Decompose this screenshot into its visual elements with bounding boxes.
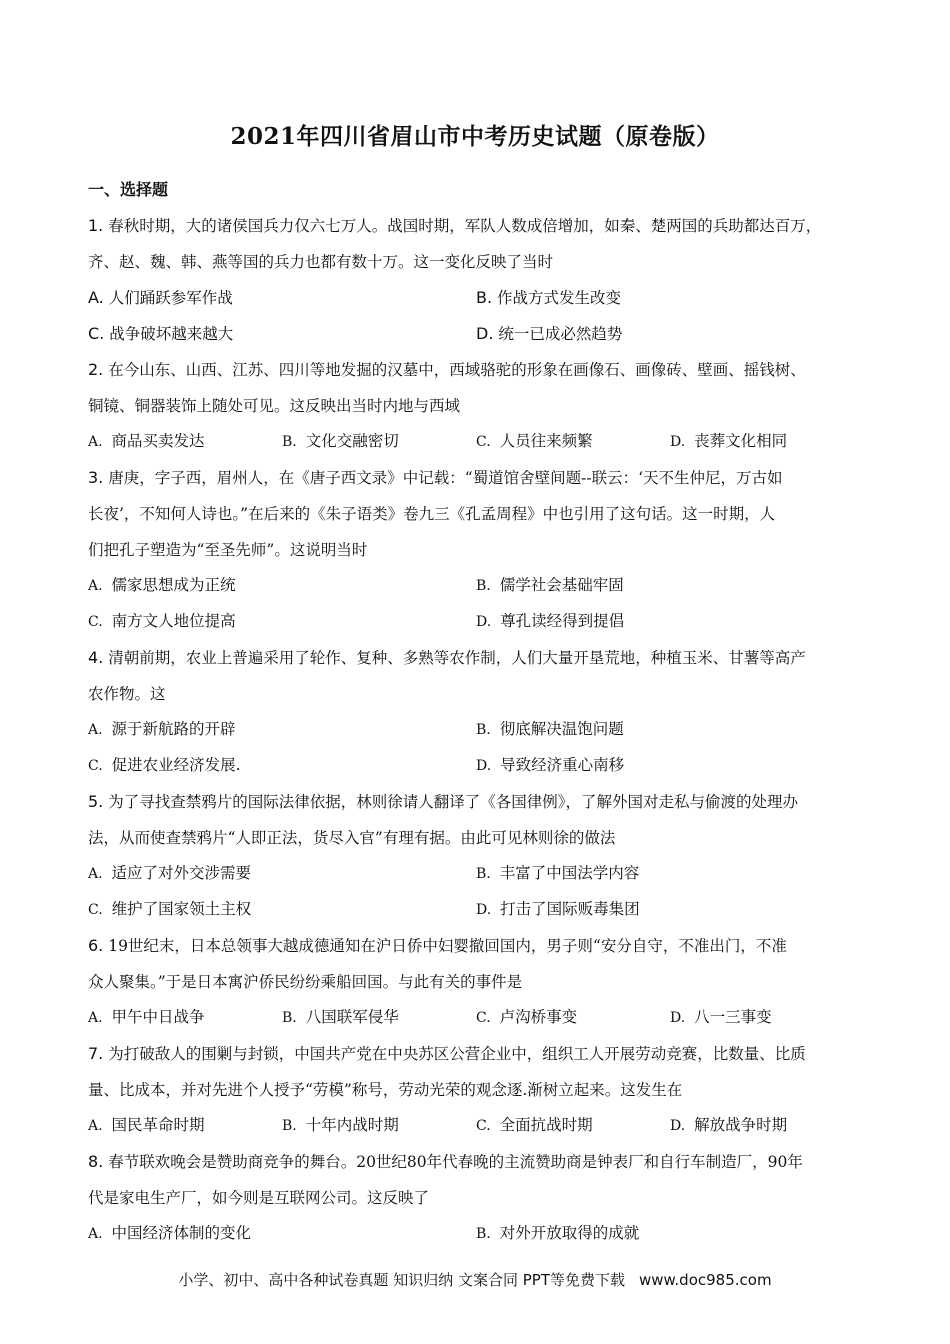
question-number: 7. (88, 1044, 104, 1063)
question-text: 春节联欢晚会是赞助商竞争的舞台。20世纪80年代春晚的主流赞助商是钟表厂和自行车制造厂，90年 (108, 1153, 803, 1171)
question-text: 量、比成本，并对先进个人授予“劳模”称号，劳动光荣的观念逐.渐树立起来。这发生在 (88, 1081, 683, 1099)
section-heading: 一、选择题 (88, 180, 169, 199)
question-text: 唐庚，字子西，眉州人，在《唐子西文录》中记载：“蜀道馆舍壁间题--联云：‘天不生仲尼，万古如 (108, 469, 783, 487)
question-text: 为打破敌人的围剿与封锁，中国共产党在中央苏区公营企业中，组织工人开展劳动竞赛，比数量、比质 (108, 1045, 806, 1063)
options (88, 280, 864, 352)
question-number: 1. (88, 216, 104, 235)
question-text: 众人聚集。”于是日本寓沪侨民纷纷乘船回国。与此有关的事件是 (88, 973, 523, 991)
question-number: 4. (88, 648, 104, 667)
question-text: 法，从而使查禁鸦片“人即正法，货尽入官”有理有据。由此可见林则徐的做法 (88, 829, 616, 847)
option-c[interactable]: C. 维护了国家领土主权 (88, 900, 252, 918)
option-d[interactable]: D. 尊孔读经得到提倡 (476, 612, 625, 630)
option-a[interactable]: A. 国民革命时期 (88, 1116, 205, 1134)
option-b[interactable]: B. 彻底解决温饱问题 (476, 720, 624, 738)
option-a[interactable]: A. 适应了对外交涉需要 (88, 864, 252, 882)
question-number: 3. (88, 468, 104, 487)
question-7 (88, 1036, 864, 1144)
question-list (88, 208, 864, 1252)
option-c[interactable]: C. 战争破坏越来越大 (88, 324, 234, 343)
option-d[interactable]: D. 导致经济重心南移 (476, 756, 625, 774)
option-b[interactable]: B. 十年内战时期 (282, 1116, 399, 1134)
question-number: 6. (88, 936, 104, 955)
option-a[interactable]: A. 中国经济体制的变化 (88, 1224, 252, 1242)
question-number: 2. (88, 360, 104, 379)
option-a[interactable]: A. 儒家思想成为正统 (88, 576, 236, 594)
option-d[interactable]: D. 八一三事变 (670, 1008, 772, 1026)
footer-site-link[interactable]: www.doc985.com (638, 1271, 772, 1289)
footer-text: 小学、初中、高中各种试卷真题 知识归纳 文案合同 PPT等免费下载 (178, 1271, 625, 1289)
question-text: 农作物。这 (88, 685, 166, 703)
question-1 (88, 208, 864, 352)
option-b[interactable]: B. 对外开放取得的成就 (476, 1224, 640, 1242)
options (88, 1108, 864, 1144)
option-a[interactable]: A. 甲午中日战争 (88, 1008, 205, 1026)
question-text: 铜镜、铜器装饰上随处可见。这反映出当时内地与西域 (88, 397, 461, 415)
option-a[interactable]: A. 人们踊跃参军作战 (88, 288, 233, 307)
option-d[interactable]: D. 统一已成必然趋势 (476, 324, 623, 343)
option-c[interactable]: C. 南方文人地位提高 (88, 612, 236, 630)
option-a[interactable]: A. 商品买卖发达 (88, 432, 205, 450)
options (88, 568, 864, 640)
question-6 (88, 928, 864, 1036)
options (88, 1216, 864, 1252)
question-number: 8. (88, 1152, 104, 1171)
question-5 (88, 784, 864, 928)
question-text: 代是家电生产厂，如今则是互联网公司。这反映了 (88, 1189, 430, 1207)
question-text: 19世纪末，日本总领事大越成德通知在沪日侨中妇婴撤回国内，男子则“安分自守，不准出门，不准 (108, 937, 787, 955)
question-text: 齐、赵、魏、韩、燕等国的兵力也都有数十万。这一变化反映了当时 (88, 253, 554, 271)
options (88, 856, 864, 928)
question-3 (88, 460, 864, 640)
option-b[interactable]: B. 文化交融密切 (282, 432, 399, 450)
question-text: 在今山东、山西、江苏、四川等地发掘的汉墓中，西域骆驼的形象在画像石、画像砖、壁画、摇钱树、 (108, 361, 806, 379)
option-c[interactable]: C. 卢沟桥事变 (476, 1008, 578, 1026)
question-text: 春秋时期，大的诸侯国兵力仅六七万人。战国时期，军队人数成倍增加，如秦、楚两国的兵助都达百万， (108, 217, 822, 235)
question-4 (88, 640, 864, 784)
options (88, 424, 864, 460)
options (88, 1000, 864, 1036)
question-text: 长夜’，不知何人诗也。”在后来的《朱子语类》卷九三《孔孟周程》中也引用了这句话。这一时期，人 (88, 505, 776, 523)
question-2 (88, 352, 864, 460)
option-b[interactable]: B. 作战方式发生改变 (476, 288, 622, 307)
question-text: 清朝前期，农业上普遍采用了轮作、复种、多熟等农作制，人们大量开垦荒地，种植玉米、甘薯等高产 (108, 649, 806, 667)
option-d[interactable]: D. 解放战争时期 (670, 1116, 788, 1134)
option-a[interactable]: A. 源于新航路的开辟 (88, 720, 236, 738)
option-d[interactable]: D. 丧葬文化相同 (670, 432, 788, 450)
option-c[interactable]: C. 人员往来频繁 (476, 432, 593, 450)
options (88, 712, 864, 784)
option-b[interactable]: B. 儒学社会基础牢固 (476, 576, 624, 594)
option-b[interactable]: B. 丰富了中国法学内容 (476, 864, 640, 882)
option-c[interactable]: C. 全面抗战时期 (476, 1116, 593, 1134)
question-text: 为了寻找查禁鸦片的国际法律依据，林则徐请人翻译了《各国律例》，了解外国对走私与偷渡的处理办 (108, 793, 798, 811)
page-title: 2021年四川省眉山市中考历史试题（原卷版） (230, 123, 720, 150)
option-c[interactable]: C. 促进农业经济发展. (88, 756, 241, 774)
option-b[interactable]: B. 八国联军侵华 (282, 1008, 399, 1026)
question-number: 5. (88, 792, 104, 811)
page-footer (0, 1269, 950, 1290)
option-d[interactable]: D. 打击了国际贩毒集团 (476, 900, 640, 918)
question-text: 们把孔子塑造为“至圣先师”。这说明当时 (88, 541, 368, 559)
question-8 (88, 1144, 864, 1252)
